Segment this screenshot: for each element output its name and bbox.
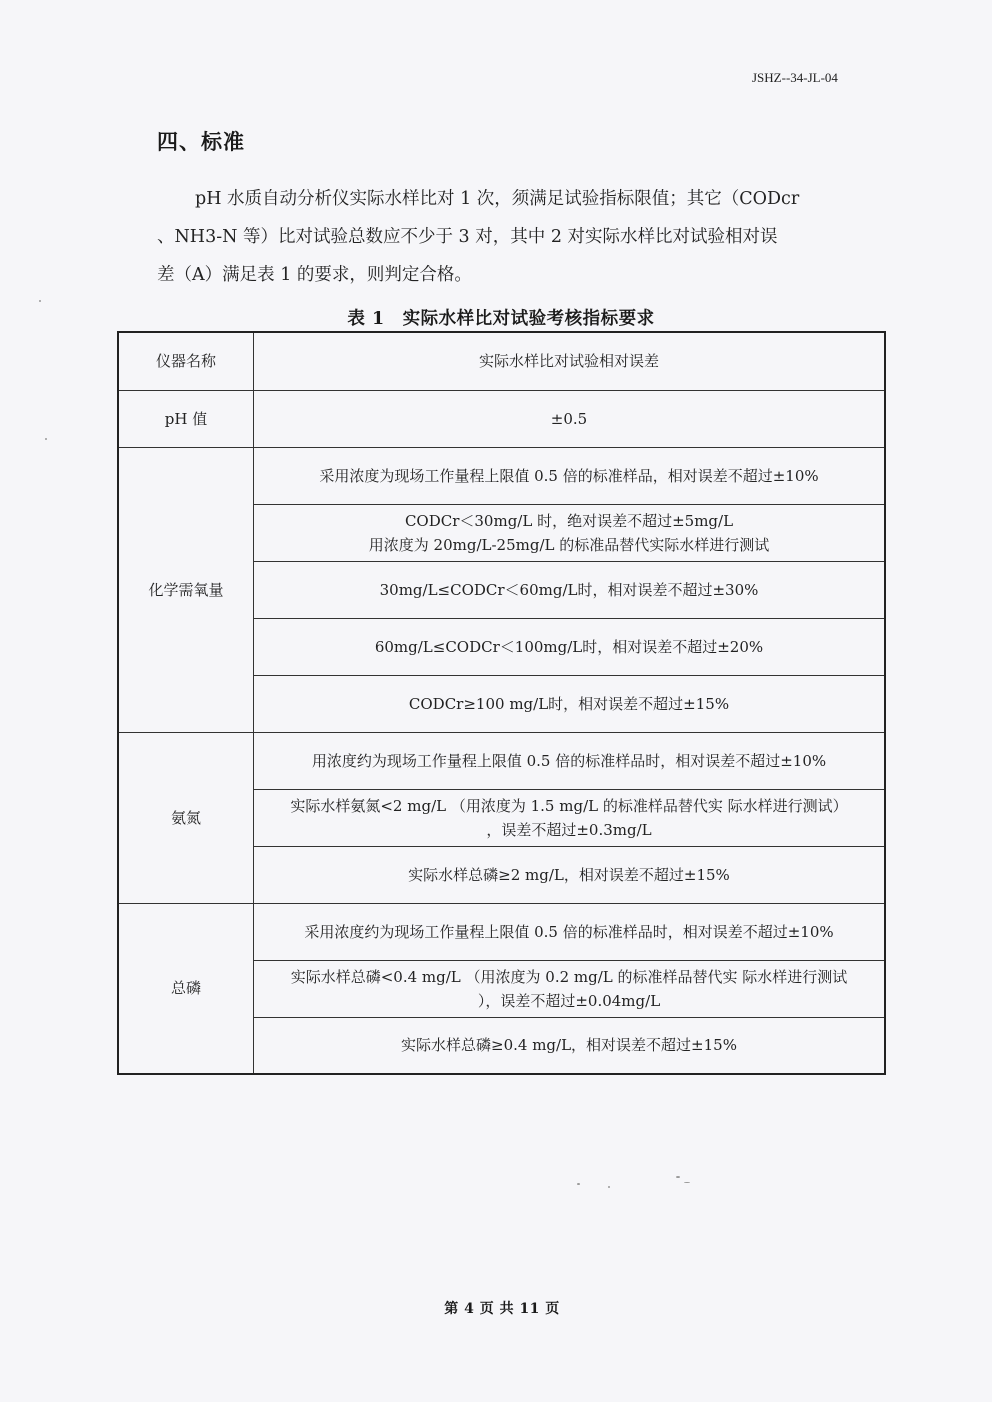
table-header-row bbox=[118, 332, 885, 390]
instrument-total-phosphorus: 总磷 bbox=[118, 903, 254, 1074]
page-number-footer: 第 4 页 共 11 页 bbox=[444, 1301, 560, 1317]
header-instrument-name: 仪器名称 bbox=[118, 332, 254, 390]
section-title: 四、标准 bbox=[157, 129, 245, 154]
tp-criterion-2-line-1: 实际水样总磷<0.4 mg/L （用浓度为 0.2 mg/L 的标准样品替代实 际水样进行测试 bbox=[290, 967, 848, 986]
table-row-ph bbox=[118, 390, 885, 447]
cod-criterion-2-line-1: CODCr＜30mg/L 时，绝对误差不超过±5mg/L bbox=[404, 511, 734, 530]
table-caption: 表 1 实际水样比对试验考核指标要求 bbox=[347, 309, 655, 329]
scan-speck bbox=[577, 1183, 580, 1185]
header-relative-error: 实际水样比对试验相对误差 bbox=[254, 332, 886, 390]
instrument-ammonia-nitrogen: 氨氮 bbox=[118, 732, 254, 903]
cod-criterion-2-line-2: 用浓度为 20mg/L-25mg/L 的标准品替代实际水样进行测试 bbox=[368, 535, 770, 554]
standards-table bbox=[117, 331, 886, 1075]
instrument-ph: pH 值 bbox=[118, 390, 254, 447]
tp-criterion-2 bbox=[254, 960, 886, 1017]
scan-speck bbox=[45, 438, 47, 440]
nh3-criterion-1: 用浓度约为现场工作量程上限值 0.5 倍的标准样品时，相对误差不超过±10% bbox=[254, 732, 886, 789]
cod-criterion-3: 30mg/L≤CODCr＜60mg/L时，相对误差不超过±30% bbox=[254, 561, 886, 618]
scan-speck bbox=[608, 1186, 610, 1188]
nh3-criterion-3: 实际水样总磷≥2 mg/L，相对误差不超过±15% bbox=[254, 846, 886, 903]
scan-speck bbox=[676, 1176, 680, 1178]
nh3-criterion-2-line-2: ，误差不超过±0.3mg/L bbox=[486, 820, 652, 839]
paragraph-line-1: pH 水质自动分析仪实际水样比对 1 次，须满足试验指标限值；其它（CODcr bbox=[195, 189, 800, 209]
cod-criterion-5: CODCr≥100 mg/L时，相对误差不超过±15% bbox=[254, 675, 886, 732]
paragraph-line-3: 差（A）满足表 1 的要求，则判定合格。 bbox=[157, 265, 472, 285]
nh3-criterion-2 bbox=[254, 789, 886, 846]
ph-limit: ±0.5 bbox=[254, 390, 886, 447]
instrument-cod: 化学需氧量 bbox=[118, 447, 254, 732]
tp-criterion-1: 采用浓度约为现场工作量程上限值 0.5 倍的标准样品时，相对误差不超过±10% bbox=[254, 903, 886, 960]
tp-criterion-2-line-2: ），误差不超过±0.04mg/L bbox=[477, 991, 661, 1010]
table-row-nh3-1 bbox=[118, 732, 885, 789]
document-code: JSHZ--34-JL-04 bbox=[752, 70, 838, 85]
standard-paragraph bbox=[157, 180, 847, 294]
cod-criterion-2 bbox=[254, 504, 886, 561]
cod-criterion-4: 60mg/L≤CODCr＜100mg/L时，相对误差不超过±20% bbox=[254, 618, 886, 675]
tp-criterion-3: 实际水样总磷≥0.4 mg/L，相对误差不超过±15% bbox=[254, 1017, 886, 1074]
nh3-criterion-2-line-1: 实际水样氨氮<2 mg/L （用浓度为 1.5 mg/L 的标准样品替代实 际水样进行测试） bbox=[290, 796, 848, 815]
table-row-cod-1 bbox=[118, 447, 885, 504]
scan-speck bbox=[39, 300, 41, 302]
table-row-tp-1 bbox=[118, 903, 885, 960]
cod-criterion-1: 采用浓度为现场工作量程上限值 0.5 倍的标准样品，相对误差不超过±10% bbox=[254, 447, 886, 504]
scan-speck bbox=[684, 1182, 690, 1183]
paragraph-line-2: 、NH3-N 等）比对试验总数应不少于 3 对，其中 2 对实际水样比对试验相对误 bbox=[157, 227, 778, 247]
